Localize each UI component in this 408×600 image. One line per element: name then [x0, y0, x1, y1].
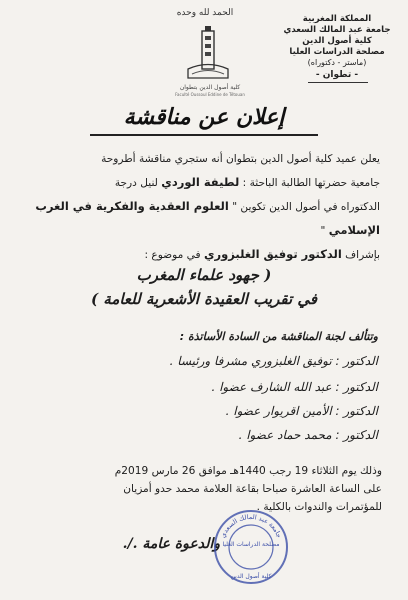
stamp-center-text: مصلحة الدراسات العليا — [222, 541, 280, 548]
committee-member — [48, 354, 378, 368]
announcement-text: لنيل درجة — [114, 177, 162, 189]
committee-member — [48, 404, 378, 418]
faculty-logo — [178, 22, 238, 84]
institution-line: مصلحة الدراسات العليا — [289, 47, 385, 57]
announcement-line — [28, 195, 380, 243]
thesis-topic-line: في تقريب العقيدة الأشعرية للعامة ) — [90, 290, 318, 308]
committee-heading: وتتألف لجنة المناقشة من السادة الأساتذة : — [179, 330, 378, 343]
member-name: محمد حماد عضوا . — [238, 428, 332, 442]
schedule-line: للمؤتمرات والندوات بالكلية . — [256, 501, 382, 513]
announcement-text: جامعية حضرتها الطالبة الباحثة : — [239, 177, 380, 189]
committee-member — [48, 428, 378, 442]
committee-member — [48, 380, 378, 394]
announcement-text: الدكتوراه في أصول الدين تكوين " — [228, 201, 380, 213]
faculty-latin-caption: Faculté Oussoul Eddine de Tétouan — [175, 92, 245, 97]
faculty-caption: كلية أصول الدين بتطوان — [179, 84, 241, 91]
institution-city: - تطوان - — [315, 70, 359, 80]
institution-line: كلية أصول الدين — [302, 36, 372, 46]
closing-invitation: والدعوة عامة ./. — [122, 536, 220, 552]
page-title: إعلان عن مناقشة — [123, 104, 285, 130]
member-title: الدكتور : — [335, 354, 378, 368]
institution-line: (ماستر - دكتوراه) — [307, 58, 367, 67]
schedule-line: وذلك يوم الثلاثاء 19 رجب 1440هـ موافق 26 مارس 2019م — [114, 465, 382, 477]
announcement-text: " — [320, 225, 329, 237]
announcement-text: في موضوع : — [144, 249, 204, 261]
member-title: الدكتور : — [335, 428, 378, 442]
member-title: الدكتور : — [335, 380, 378, 394]
member-title: الدكتور : — [335, 404, 378, 418]
member-name: الأمين اقريوار عضوا . — [225, 404, 332, 418]
announcement-line — [28, 243, 380, 267]
basmala: الحمد لله وحده — [176, 8, 234, 18]
announcement-text: بإشراف — [341, 249, 380, 261]
stamp-ring-text: جامعة عبد المالك السعدي — [218, 512, 284, 539]
schedule-paragraph — [28, 462, 382, 516]
institution-line: المملكة المغربية — [302, 14, 372, 24]
supervisor-name: الدكتور توفيق الغلبزوري — [203, 247, 342, 261]
official-stamp — [212, 508, 290, 586]
institution-underline — [308, 82, 368, 83]
announcement-paragraph — [28, 148, 380, 267]
program-name: العلوم العقدية والفكرية في الغرب الإسلامي — [35, 199, 380, 237]
member-name: عبد الله الشارف عضوا . — [211, 380, 332, 394]
stamp-bottom-text: كلية أصول الدين — [230, 573, 272, 580]
announcement-line — [28, 171, 380, 195]
member-name: توفيق الغلبزوري مشرفا ورئيسا . — [169, 354, 332, 368]
announcement-line: يعلن عميد كلية أصول الدين بتطوان أنه ستجري مناقشة أطروحة — [101, 153, 380, 165]
schedule-line: على الساعة العاشرة صباحا بقاعة العلامة محمد حدو أمزيان — [123, 483, 382, 495]
title-underline — [90, 134, 318, 136]
student-name: لطيفة الوردي — [161, 175, 240, 189]
thesis-topic-line: ( جهود علماء المغرب — [136, 266, 272, 284]
institution-line: جامعة عبد المالك السعدي — [283, 25, 391, 35]
